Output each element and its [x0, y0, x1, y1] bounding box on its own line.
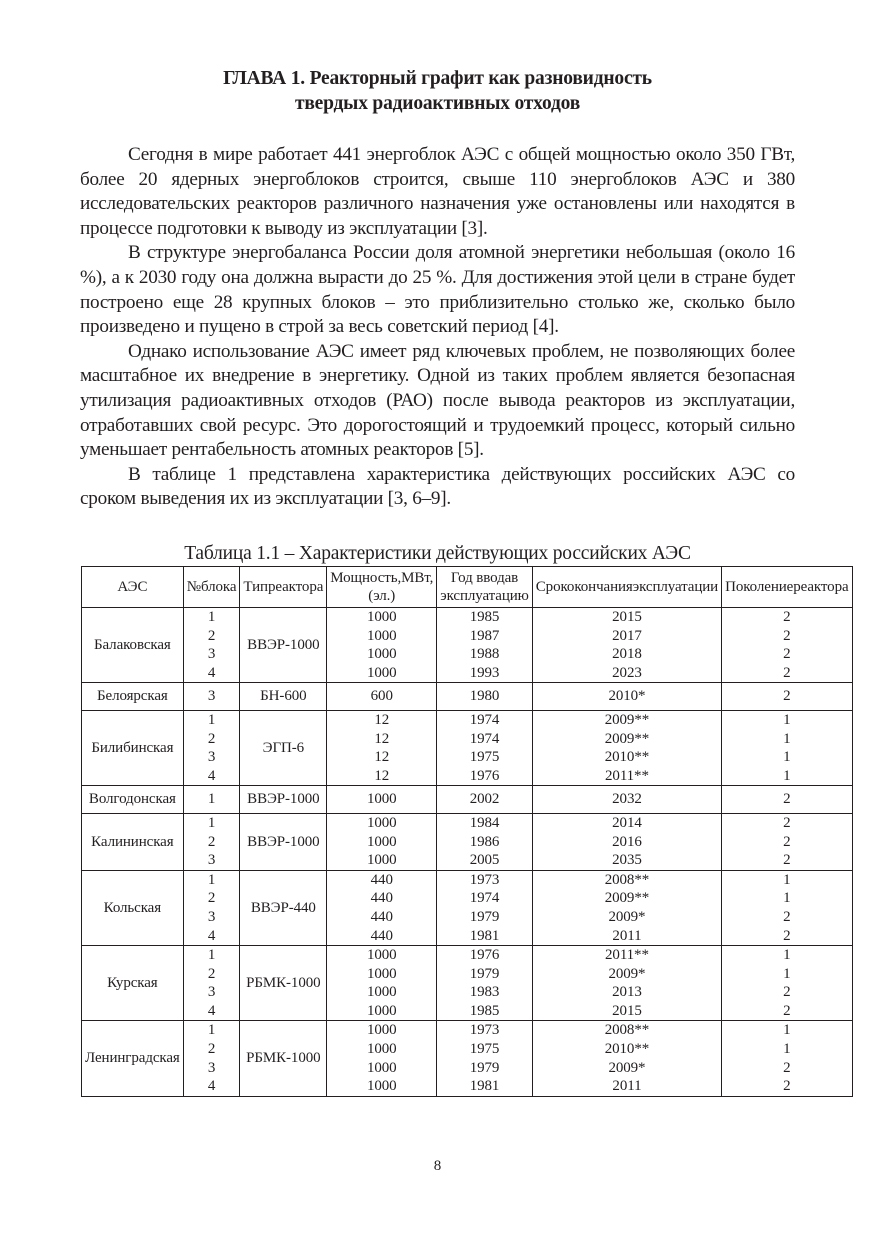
unit-power: 1000 [366, 664, 397, 681]
cell-power [327, 813, 437, 870]
unit-commission-year: 1976 [469, 947, 500, 964]
cell-generation [722, 1021, 852, 1096]
unit-generation: 2 [783, 833, 791, 850]
unit-end-of-service: 2010* [608, 688, 646, 705]
unit-generation: 1 [783, 1022, 791, 1039]
unit-generation: 2 [783, 852, 791, 869]
cell-reactor-type: ЭГП-6 [240, 710, 327, 785]
unit-power: 1000 [366, 965, 397, 982]
unit-number: 2 [207, 730, 216, 747]
unit-end-of-service: 2017 [612, 627, 642, 644]
unit-power: 1000 [366, 627, 397, 644]
table-body [82, 608, 853, 1097]
cell-reactor-type: РБМК-1000 [240, 1021, 327, 1096]
cell-power [327, 1021, 437, 1096]
unit-generation: 2 [783, 664, 791, 681]
header-power: Мощность,МВт, (эл.) [327, 567, 437, 608]
cell-generation [722, 786, 852, 814]
cell-unit-numbers [183, 710, 240, 785]
unit-end-of-service: 2035 [612, 852, 642, 869]
cell-power [327, 946, 437, 1021]
unit-end-of-service: 2010** [604, 749, 650, 766]
cell-reactor-type: БН-600 [240, 683, 327, 711]
cell-power [327, 608, 437, 683]
table-row [82, 946, 853, 1021]
header-reactor-generation: Поколениереактора [722, 567, 852, 608]
unit-commission-year: 1973 [469, 1022, 500, 1039]
unit-generation: 2 [783, 984, 791, 1001]
cell-commission-year [437, 608, 533, 683]
unit-number: 2 [207, 965, 216, 982]
unit-commission-year: 1981 [469, 1078, 500, 1095]
unit-power: 1000 [366, 814, 397, 831]
unit-number: 3 [207, 646, 216, 663]
cell-station-name: Курская [82, 946, 184, 1021]
unit-end-of-service: 2015 [612, 1002, 642, 1019]
cell-unit-numbers [183, 608, 240, 683]
unit-generation: 2 [783, 609, 791, 625]
unit-number: 1 [207, 791, 216, 808]
table-caption: Таблица 1.1 – Характеристики действующих российских АЭС [184, 543, 691, 564]
cell-end-of-service [532, 1021, 721, 1096]
cell-end-of-service [532, 608, 721, 683]
unit-end-of-service: 2018 [612, 646, 642, 663]
cell-unit-numbers [183, 813, 240, 870]
cell-station-name: Волгодонская [82, 786, 184, 814]
unit-number: 1 [207, 1022, 216, 1039]
cell-unit-numbers [183, 1021, 240, 1096]
unit-end-of-service: 2010** [604, 1041, 650, 1058]
unit-power: 1000 [366, 646, 397, 663]
unit-end-of-service: 2009* [608, 908, 646, 925]
unit-generation: 2 [783, 627, 791, 644]
unit-number: 1 [207, 871, 216, 888]
cell-station-name: Кольская [82, 870, 184, 945]
body-text [80, 143, 795, 512]
unit-generation: 1 [783, 890, 791, 907]
unit-generation: 2 [783, 646, 791, 663]
cell-station-name: Калининская [82, 813, 184, 870]
cell-power [327, 870, 437, 945]
unit-end-of-service: 2013 [612, 984, 642, 1001]
unit-commission-year: 1987 [469, 627, 500, 644]
table-row [82, 1021, 853, 1096]
unit-generation: 2 [783, 1059, 791, 1076]
cell-station-name: Ленинградская [82, 1021, 184, 1096]
unit-commission-year: 1974 [469, 890, 500, 907]
cell-power [327, 786, 437, 814]
cell-station-name: Белоярская [82, 683, 184, 711]
unit-end-of-service: 2009** [604, 711, 650, 728]
cell-end-of-service [532, 870, 721, 945]
cell-station-name: Балаковская [82, 608, 184, 683]
unit-commission-year: 1973 [469, 871, 500, 888]
cell-unit-numbers [183, 786, 240, 814]
unit-commission-year: 1974 [469, 730, 500, 747]
unit-commission-year: 1979 [469, 908, 500, 925]
unit-power: 12 [374, 767, 390, 784]
cell-unit-numbers [183, 870, 240, 945]
unit-number: 1 [207, 711, 216, 728]
unit-generation: 1 [783, 947, 791, 964]
unit-commission-year: 1984 [469, 814, 500, 831]
unit-number: 2 [207, 1041, 216, 1058]
unit-number: 1 [207, 609, 216, 625]
cell-commission-year [437, 870, 533, 945]
unit-commission-year: 1974 [469, 711, 500, 728]
unit-commission-year: 1979 [469, 1059, 500, 1076]
cell-end-of-service [532, 786, 721, 814]
unit-end-of-service: 2011 [612, 1078, 642, 1095]
paragraph: В таблице 1 представлена характеристика действующих российских АЭС со сроком выведения их из эксплуатации [3, 6–9]. [80, 463, 795, 510]
unit-generation: 2 [783, 908, 791, 925]
unit-number: 2 [207, 890, 216, 907]
paragraph: Сегодня в мире работает 441 энергоблок АЭС с общей мощностью около 350 ГВт, более 20 ядерных энергоблоков строится, свыше 110 энергоблоков АЭС и 380 исследовательских реакторов различного назначения уже остановлены или находятся в процессе подготовки к выводу из эксплуатации [3]. [80, 144, 795, 239]
cell-generation [722, 813, 852, 870]
unit-commission-year: 1988 [469, 646, 500, 663]
unit-number: 4 [207, 1002, 216, 1019]
unit-commission-year: 1986 [469, 833, 500, 850]
unit-power: 1000 [366, 791, 397, 808]
unit-power: 1000 [366, 1022, 397, 1039]
unit-generation: 1 [783, 871, 791, 888]
unit-power: 12 [374, 711, 390, 728]
unit-power: 1000 [366, 1059, 397, 1076]
unit-power: 1000 [366, 947, 397, 964]
unit-power: 1000 [366, 609, 397, 625]
unit-commission-year: 1993 [469, 664, 500, 681]
cell-generation [722, 946, 852, 1021]
table-row [82, 813, 853, 870]
unit-end-of-service: 2009** [604, 890, 650, 907]
unit-number: 4 [207, 927, 216, 944]
unit-commission-year: 1985 [469, 609, 500, 625]
unit-number: 3 [207, 749, 216, 766]
unit-end-of-service: 2011 [612, 927, 642, 944]
unit-end-of-service: 2009* [608, 965, 646, 982]
unit-commission-year: 1985 [469, 1002, 500, 1019]
chapter-title-line-1: ГЛАВА 1. Реакторный графит как разновидность [223, 68, 652, 89]
chapter-title [80, 66, 795, 116]
unit-power: 440 [370, 871, 393, 888]
unit-power: 1000 [366, 1002, 397, 1019]
unit-power: 1000 [366, 1078, 397, 1095]
header-aes: АЭС [82, 567, 184, 608]
unit-end-of-service: 2009* [608, 1059, 646, 1076]
cell-commission-year [437, 946, 533, 1021]
npp-table [81, 566, 853, 1097]
cell-unit-numbers [183, 946, 240, 1021]
unit-commission-year: 1983 [469, 984, 500, 1001]
table-row [82, 870, 853, 945]
cell-end-of-service [532, 813, 721, 870]
unit-end-of-service: 2008** [604, 871, 650, 888]
cell-unit-numbers [183, 683, 240, 711]
chapter-title-line-2: твердых радиоактивных отходов [294, 93, 581, 114]
unit-power: 1000 [366, 833, 397, 850]
unit-generation: 2 [783, 814, 791, 831]
table-header-row [82, 567, 853, 608]
cell-station-name: Билибинская [82, 710, 184, 785]
unit-commission-year: 1975 [469, 749, 500, 766]
table-row [82, 683, 853, 711]
unit-power: 440 [370, 927, 393, 944]
unit-end-of-service: 2011** [605, 767, 649, 784]
unit-number: 3 [207, 908, 216, 925]
unit-commission-year: 1975 [469, 1041, 500, 1058]
cell-commission-year [437, 710, 533, 785]
unit-number: 2 [207, 833, 216, 850]
unit-number: 4 [207, 767, 216, 784]
unit-number: 1 [207, 814, 216, 831]
unit-generation: 1 [783, 749, 791, 766]
unit-commission-year: 1979 [469, 965, 500, 982]
table-row [82, 608, 853, 683]
unit-generation: 2 [783, 791, 791, 808]
unit-generation: 2 [783, 688, 791, 705]
paragraph: В структуре энергобаланса России доля атомной энергетики небольшая (около 16 %), а к 2030 году она должна вырасти до 25 %. Для достижения этой цели в стране будет построено еще 28 крупных блоков – это приблизительно столько же, сколько было произведено и пущено в строй за весь советский период [4]. [80, 242, 795, 338]
unit-commission-year: 1976 [469, 767, 500, 784]
header-reactor-type: Типреактора [240, 567, 327, 608]
cell-reactor-type: ВВЭР-1000 [240, 608, 327, 683]
unit-number: 3 [207, 984, 216, 1001]
unit-end-of-service: 2008** [604, 1022, 650, 1039]
unit-generation: 1 [783, 730, 791, 747]
unit-number: 2 [207, 627, 216, 644]
header-end-of-service: Срококончанияэксплуатации [532, 567, 721, 608]
unit-end-of-service: 2014 [612, 814, 642, 831]
unit-power: 1000 [366, 852, 397, 869]
cell-commission-year [437, 786, 533, 814]
unit-power: 440 [370, 890, 393, 907]
unit-commission-year: 1980 [469, 688, 500, 705]
unit-end-of-service: 2023 [612, 664, 642, 681]
unit-number: 4 [207, 664, 216, 681]
unit-number: 4 [207, 1078, 216, 1095]
unit-end-of-service: 2032 [612, 791, 642, 808]
unit-number: 3 [207, 688, 216, 705]
unit-generation: 2 [783, 1002, 791, 1019]
cell-end-of-service [532, 683, 721, 711]
unit-number: 1 [207, 947, 216, 964]
cell-reactor-type: ВВЭР-1000 [240, 813, 327, 870]
unit-commission-year: 1981 [469, 927, 500, 944]
page-number: 8 [433, 1158, 442, 1174]
cell-generation [722, 683, 852, 711]
unit-power: 1000 [366, 984, 397, 1001]
unit-power: 440 [370, 908, 393, 925]
unit-power: 12 [374, 749, 390, 766]
cell-reactor-type: ВВЭР-1000 [240, 786, 327, 814]
cell-power [327, 683, 437, 711]
unit-number: 3 [207, 852, 216, 869]
cell-generation [722, 608, 852, 683]
unit-number: 3 [207, 1059, 216, 1076]
cell-generation [722, 710, 852, 785]
cell-power [327, 710, 437, 785]
header-commission-year: Год вводав эксплуатацию [437, 567, 533, 608]
cell-commission-year [437, 1021, 533, 1096]
unit-generation: 2 [783, 1078, 791, 1095]
cell-end-of-service [532, 710, 721, 785]
unit-power: 600 [370, 688, 393, 705]
unit-end-of-service: 2011** [605, 947, 649, 964]
header-unit-number: №блока [183, 567, 240, 608]
cell-reactor-type: ВВЭР-440 [240, 870, 327, 945]
cell-commission-year [437, 813, 533, 870]
paragraph: Однако использование АЭС имеет ряд ключевых проблем, не позволяющих более масштабное их внедрение в энергетику. Одной из таких проблем является безопасная утилизация радиоактивных отходов (РАО) после вывода реакторов из эксплуатации, отработавших свой ресурс. Это дорогостоящий и трудоемкий процесс, который сильно уменьшает рентабельность атомных реакторов [5]. [80, 340, 795, 461]
unit-commission-year: 2002 [469, 791, 500, 808]
unit-generation: 1 [783, 711, 791, 728]
unit-commission-year: 2005 [469, 852, 500, 869]
table-row [82, 786, 853, 814]
cell-end-of-service [532, 946, 721, 1021]
unit-end-of-service: 2009** [604, 730, 650, 747]
table-row [82, 710, 853, 785]
cell-reactor-type: РБМК-1000 [240, 946, 327, 1021]
unit-power: 1000 [366, 1041, 397, 1058]
unit-generation: 1 [783, 767, 791, 784]
unit-generation: 2 [783, 927, 791, 944]
unit-end-of-service: 2015 [612, 609, 642, 625]
unit-power: 12 [374, 730, 390, 747]
unit-end-of-service: 2016 [612, 833, 642, 850]
cell-commission-year [437, 683, 533, 711]
cell-generation [722, 870, 852, 945]
unit-generation: 1 [783, 1041, 791, 1058]
unit-generation: 1 [783, 965, 791, 982]
